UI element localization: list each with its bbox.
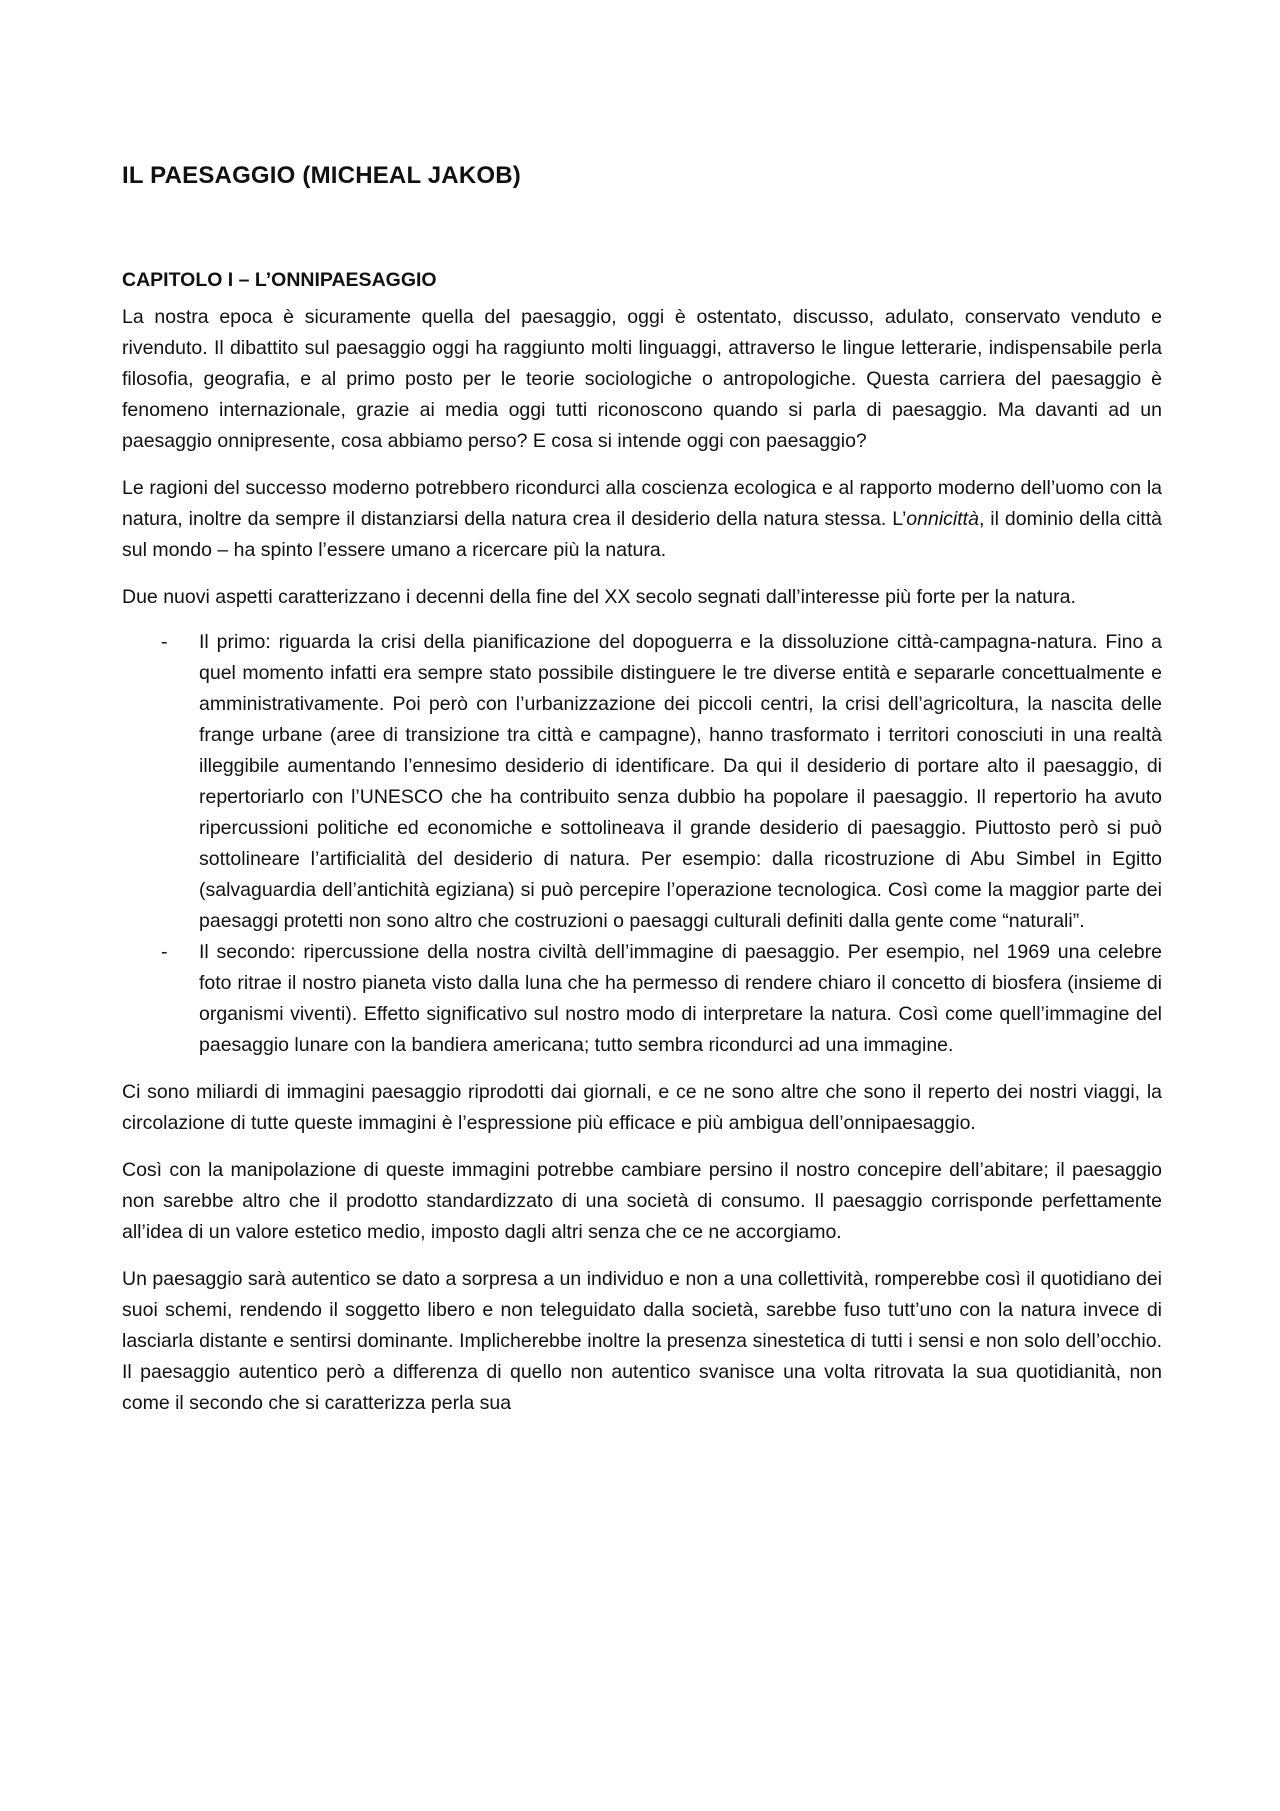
bullet-marker: - — [161, 941, 168, 963]
bullet-item-2 — [161, 937, 1162, 1061]
bullet-item-1 — [161, 627, 1162, 937]
paragraph-2-text-after: , il dominio della città sul mondo – ha spinto l’essere umano a ricercare più la natura. — [122, 508, 1162, 561]
paragraph-2-text-before: Le ragioni del successo moderno potrebbero ricondurci alla coscienza ecologica e al rapporto moderno dell’uomo con la natura, inoltre da sempre il distanziarsi della natura crea il desiderio della natura stessa. L’ — [122, 477, 1162, 530]
bullet-text: Il secondo: ripercussione della nostra civiltà dell’immagine di paesaggio. Per esempio, nel 1969 una celebre foto ritrae il nostro pianeta visto dalla luna che ha permesso di rendere chiaro il concetto di biosfera (insieme di organismi viventi). Effetto significativo sul nostro modo di interpretare la natura. Così come quell’immagine del paesaggio lunare con la bandiera americana; tutto sembra ricondurci ad una immagine. — [199, 941, 1162, 1056]
paragraph-4: Ci sono miliardi di immagini paesaggio riprodotti dai giornali, e ce ne sono altre che sono il reperto dei nostri viaggi, la circolazione di tutte queste immagini è l’espressione più efficace e più ambigua dell’onnipaesaggio. — [122, 1081, 1162, 1134]
chapter-title: CAPITOLO I – L’ONNIPAESAGGIO — [122, 269, 437, 291]
document-body — [122, 146, 1162, 1435]
bullet-text: Il primo: riguarda la crisi della pianificazione del dopoguerra e la dissoluzione città-campagna-natura. Fino a quel momento infatti era sempre stato possibile distinguere le tre diverse entità e separarle concettualmente e amministrativamente. Poi però con l’urbanizzazione dei piccoli centri, la crisi dell’agricoltura, la nascita delle frange urbane (aree di transizione tra città e campagne), hanno trasformato i territori conosciuti in una realtà illeggibile aumentando l’ennesimo desiderio di identificare. Da qui il desiderio di portare alto il paesaggio, di repertoriarlo con l’UNESCO che ha contribuito senza dubbio ha popolare il paesaggio. Il repertorio ha avuto ripercussioni politiche ed economiche e sottolineava il grande desiderio di paesaggio. Piuttosto però si può sottolineare l’artificialità del desiderio di natura. Per esempio: dalla ricostruzione di Abu Simbel in Egitto (salvaguardia dell’antichità egiziana) si può percepire l’operazione tecnologica. Così come la maggior parte dei paesaggi protetti non sono altro che costruzioni o paesaggi culturali definiti dalla gente come “naturali”. — [199, 631, 1162, 932]
paragraph-1: La nostra epoca è sicuramente quella del paesaggio, oggi è ostentato, discusso, adulato, conservato venduto e rivenduto. Il dibattito sul paesaggio oggi ha raggiunto molti linguaggi, attraverso le lingue letterarie, indispensabile perla filosofia, geografia, e al primo posto per le teorie sociologiche o antropologiche. Questa carriera del paesaggio è fenomeno internazionale, grazie ai media oggi tutti riconoscono quando si parla di paesaggio. Ma davanti ad un paesaggio onnipresente, cosa abbiamo perso? E cosa si intende oggi con paesaggio? — [122, 306, 1162, 452]
paragraph-2 — [122, 473, 1162, 566]
paragraph-6: Un paesaggio sarà autentico se dato a sorpresa a un individuo e non a una collettività, romperebbe così il quotidiano dei suoi schemi, rendendo il soggetto libero e non teleguidato dalla società, sarebbe fuso tutt’uno con la natura invece di lasciarla distante e sentirsi dominante. Implicherebbe inoltre la presenza sinestetica di tutti i sensi e non solo dell’occhio. Il paesaggio autentico però a differenza di quello non autentico svanisce una volta ritrovata la sua quotidianità, non come il secondo che si caratterizza perla sua — [122, 1268, 1162, 1414]
document-title: IL PAESAGGIO (MICHEAL JAKOB) — [122, 162, 521, 189]
paragraph-2-italic-term: onnicittà — [906, 508, 979, 530]
paragraph-3: Due nuovi aspetti caratterizzano i decenni della fine del XX secolo segnati dall’interesse più forte per la natura. — [122, 586, 1076, 608]
paragraph-5: Così con la manipolazione di queste immagini potrebbe cambiare persino il nostro concepire dell’abitare; il paesaggio non sarebbe altro che il prodotto standardizzato di una società di consumo. Il paesaggio corrisponde perfettamente all’idea di un valore estetico medio, imposto dagli altri senza che ce ne accorgiamo. — [122, 1159, 1162, 1243]
bullet-list — [122, 627, 1162, 1061]
bullet-marker: - — [161, 631, 168, 653]
